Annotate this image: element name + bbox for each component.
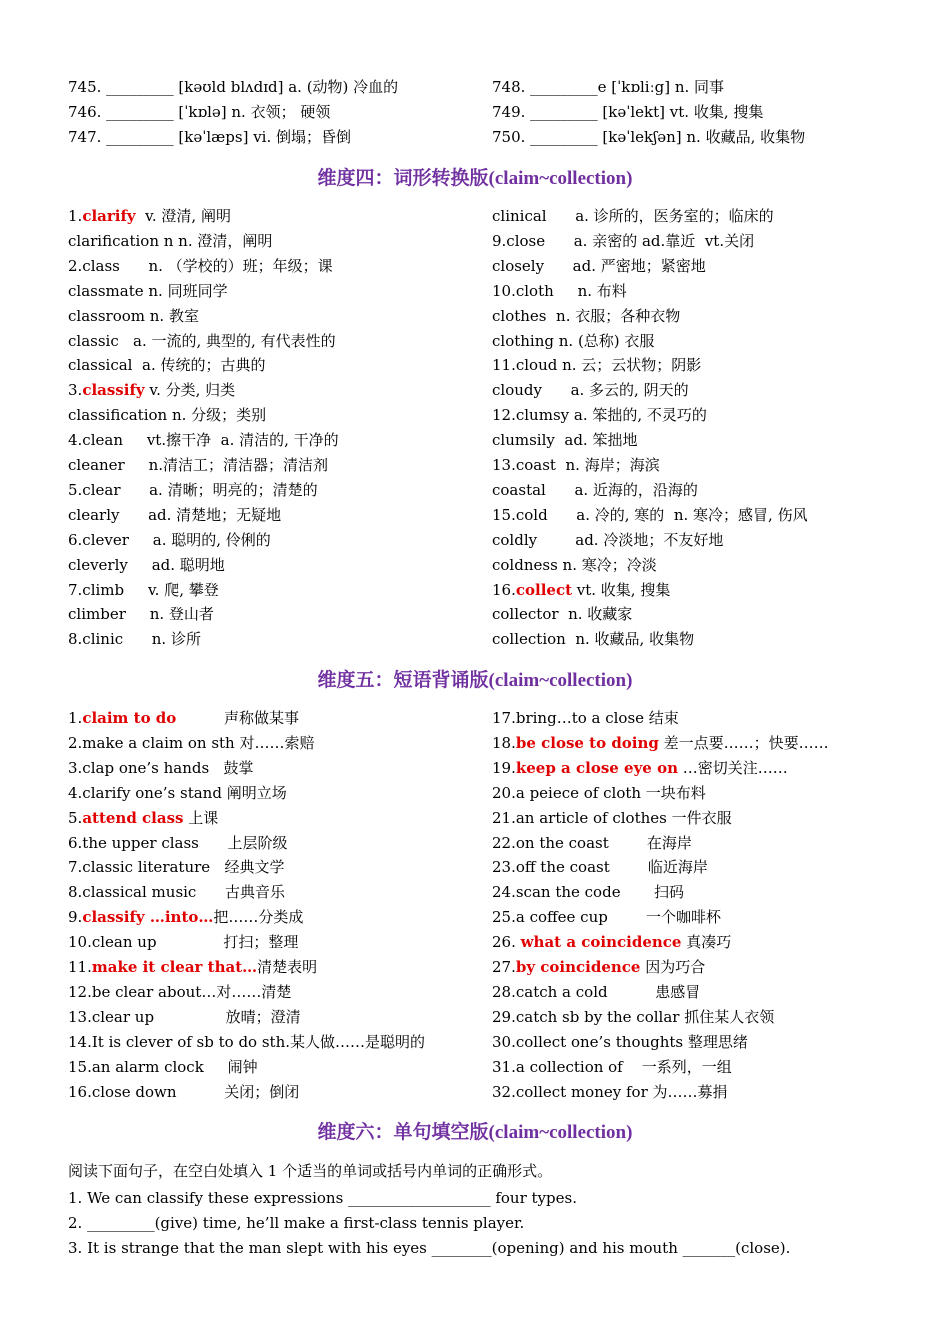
section4-right-item	[492, 207, 774, 225]
item-number: 1.	[68, 709, 83, 727]
highlighted-term: clarify	[82, 207, 136, 225]
item-text: 真凑巧	[681, 933, 732, 952]
item-text: 把……分类成	[213, 908, 304, 927]
item-text: 10.clean up 打扫；整理	[68, 933, 299, 952]
item-text: cleverly ad. 聪明地	[68, 555, 225, 574]
item-number: 5.	[68, 808, 83, 827]
section5-left-item	[68, 759, 254, 777]
section4-right-item	[492, 581, 670, 599]
item-text: clearly ad. 清楚地；无疑地	[68, 505, 282, 524]
item-text: closely ad. 严密地；紧密地	[492, 256, 706, 275]
highlighted-term: make it clear that…	[91, 958, 258, 976]
vocab-row	[0, 78, 950, 103]
item-text: 32.collect money for 为……募捐	[492, 1082, 728, 1101]
item-text: 差一点要……；快要……	[658, 733, 829, 752]
section4-title: 维度四：词形转换版(claim~collection)	[317, 168, 633, 189]
item-text: classic a. 一流的, 典型的, 有代表性的	[68, 331, 336, 350]
item-text: 17.bring…to a close 结束	[492, 709, 679, 727]
item-number: 26.	[492, 933, 521, 952]
item-number: 16.	[492, 580, 516, 599]
section4-left-item	[68, 232, 272, 250]
section4-left-item	[68, 456, 328, 474]
section6-instruction: 阅读下面句子，在空白处填入 1 个适当的单词或括号内单词的正确形式。	[68, 1162, 553, 1180]
section5-left-item	[68, 883, 285, 901]
section5-right-item	[492, 709, 679, 727]
section5-left-item	[68, 784, 287, 802]
section4-left-item	[68, 282, 228, 300]
item-number: 27.	[492, 958, 516, 976]
section4-right-item	[492, 556, 657, 574]
item-text: 12.be clear about…对……清楚	[68, 982, 292, 1001]
vocab-row	[0, 128, 950, 153]
section5-title: 维度五：短语背诵版(claim~collection)	[317, 670, 633, 691]
section5-left-item	[68, 1008, 301, 1026]
item-text: 16.close down 关闭；倒闭	[68, 1082, 300, 1101]
item-text: 2.class n. （学校的）班；年级；课	[68, 256, 333, 275]
item-text: clinical a. 诊所的，医务室的；临床的	[492, 207, 774, 225]
section4-right-item	[492, 506, 808, 524]
vocab-item: 747. _________ [kəˈlæps] vi. 倒塌；昏倒	[68, 128, 352, 146]
vocab-item: 749. _________ [kəˈlekt] vt. 收集, 搜集	[492, 103, 764, 121]
highlighted-term: claim to do	[82, 709, 177, 727]
highlighted-term: what a coincidence	[520, 933, 682, 952]
item-text: clothes n. 衣服；各种衣物	[492, 306, 681, 325]
item-text: cloudy a. 多云的, 阴天的	[492, 381, 689, 400]
section4-right-item	[492, 531, 723, 549]
vocab-item: 745. _________ [kəʊld blʌdɪd] a. (动物) 冷血的	[68, 78, 399, 96]
item-text: classification n. 分级；类别	[68, 406, 267, 425]
highlighted-term: keep a close eye on	[515, 758, 678, 777]
item-text: 11.cloud n. 云；云状物；阴影	[492, 356, 702, 375]
section5-left-item	[68, 1033, 425, 1051]
section5-left-item	[68, 1058, 258, 1076]
section4-left-item	[68, 605, 214, 623]
item-text: 13.coast n. 海岸；海滨	[492, 456, 660, 474]
section4-left-item	[68, 257, 333, 275]
highlighted-term: be close to doing	[515, 733, 659, 752]
section4-left-item	[68, 406, 266, 424]
section5-right-item	[492, 883, 684, 901]
section5-left-item	[68, 983, 291, 1001]
highlighted-term: classify	[82, 381, 145, 400]
section5-right-item	[492, 1033, 748, 1051]
vocab-row	[0, 103, 950, 128]
section4-right-item	[492, 381, 689, 399]
item-text: coldness n. 寒冷；冷淡	[492, 555, 657, 574]
item-text: 24.scan the code 扫码	[492, 883, 684, 902]
section4-right-item	[492, 456, 660, 474]
section4-right-item	[492, 332, 654, 350]
section4-left-item	[68, 630, 201, 648]
item-text: 9.close a. 亲密的 ad.靠近 vt.关闭	[492, 231, 755, 250]
item-text: 10.cloth n. 布料	[492, 281, 627, 300]
section5-left-item	[68, 834, 287, 852]
item-text: 15.an alarm clock 闹钟	[68, 1057, 258, 1076]
item-text: 25.a coffee cup 一个咖啡杯	[492, 908, 721, 927]
item-text: coldly ad. 冷淡地；不友好地	[492, 530, 724, 549]
item-text: 8.clinic n. 诊所	[68, 630, 201, 649]
item-text: 因为巧合	[640, 958, 706, 976]
item-text: clarification n n. 澄清，阐明	[68, 231, 273, 250]
section4-left-item	[68, 381, 235, 399]
section4-right-item	[492, 605, 632, 623]
section4-right-item	[492, 257, 706, 275]
item-text: 22.on the coast 在海岸	[492, 833, 692, 852]
vocab-item: 750. _________ [kəˈlekʃən] n. 收藏品, 收集物	[492, 128, 806, 146]
section4-left-item	[68, 332, 336, 350]
section5-left-item	[68, 734, 314, 752]
item-number: 19.	[492, 758, 516, 777]
item-number: 18.	[492, 733, 516, 752]
item-number: 9.	[68, 908, 83, 927]
section4-left-item	[68, 556, 225, 574]
section4-left-item	[68, 531, 271, 549]
section5-right-item	[492, 759, 788, 777]
item-text: vt. 收集, 搜集	[572, 580, 671, 599]
item-text: classroom n. 教室	[68, 306, 199, 325]
item-text: 3.clap one’s hands 鼓掌	[68, 758, 254, 777]
highlighted-term: by coincidence	[515, 958, 641, 976]
section4-right-item	[492, 431, 637, 449]
item-text: v. 澄清, 阐明	[135, 207, 231, 225]
section5-right-item	[492, 958, 705, 976]
item-text: 7.classic literature 经典文学	[68, 858, 285, 877]
section4-right-item	[492, 481, 698, 499]
item-text: 7.climb v. 爬, 攀登	[68, 580, 219, 599]
section4-left-item	[68, 431, 339, 449]
section5-left-item	[68, 709, 299, 727]
item-text: 30.collect one’s thoughts 整理思绪	[492, 1032, 748, 1051]
highlighted-term: attend class	[82, 808, 184, 827]
item-text: collector n. 收藏家	[492, 605, 633, 624]
section5-left-item	[68, 908, 303, 926]
section5-right-item	[492, 983, 700, 1001]
section5-left-item	[68, 933, 298, 951]
item-text: 15.cold a. 冷的, 寒的 n. 寒冷；感冒, 伤风	[492, 505, 808, 524]
item-text: v. 分类, 归类	[144, 381, 236, 400]
vocab-item: 748. _________e [ˈkɒliːg] n. 同事	[492, 78, 725, 96]
item-text: climber n. 登山者	[68, 605, 214, 624]
section5-right-item	[492, 908, 721, 926]
section5-right-item	[492, 858, 708, 876]
section5-right-item	[492, 734, 829, 752]
section4-left-item	[68, 356, 266, 374]
item-text: 6.the upper class 上层阶级	[68, 833, 288, 852]
section5-left-item	[68, 858, 284, 876]
item-text: classical a. 传统的；古典的	[68, 356, 266, 375]
item-text: 21.an article of clothes 一件衣服	[492, 808, 732, 827]
item-text: 14.It is clever of sb to do sth.某人做……是聪明的	[68, 1032, 426, 1051]
item-number: 11.	[68, 958, 92, 976]
item-text: 31.a collection of 一系列，一组	[492, 1057, 732, 1076]
item-text: 声称做某事	[176, 709, 299, 727]
highlighted-term: collect	[515, 580, 572, 599]
highlighted-term: classify …into…	[82, 908, 214, 927]
item-text: 4.clarify one’s stand 阐明立场	[68, 783, 287, 802]
item-text: collection n. 收藏品, 收集物	[492, 630, 695, 649]
item-text: 清楚表明	[257, 958, 318, 976]
sentence-2: 2. _________(give) time, he’ll make a first-class tennis player.	[68, 1214, 525, 1232]
section5-right-item	[492, 809, 732, 827]
item-text: 2.make a claim on sth 对……索赔	[68, 733, 315, 752]
vocab-item: 746. _________ [ˈkɒlə] n. 衣领； 硬领	[68, 103, 331, 121]
section5-right-item	[492, 784, 706, 802]
item-text: …密切关注……	[677, 758, 788, 777]
item-text: clumsily ad. 笨拙地	[492, 431, 638, 450]
section5-left-item	[68, 958, 317, 976]
item-text: 20.a peiece of cloth 一块布料	[492, 783, 706, 802]
item-text: 12.clumsy a. 笨拙的, 不灵巧的	[492, 406, 707, 425]
sentence-3: 3. It is strange that the man slept with his eyes ________(opening) and his mouth _______(close).	[68, 1239, 791, 1257]
item-text: 23.off the coast 临近海岸	[492, 858, 708, 877]
item-text: coastal a. 近海的，沿海的	[492, 480, 698, 499]
item-text: 13.clear up 放晴；澄清	[68, 1007, 301, 1026]
section5-right-item	[492, 834, 692, 852]
item-number: 3.	[68, 381, 83, 400]
section4-right-item	[492, 406, 707, 424]
sentence-1: 1. We can classify these expressions ___________________ four types.	[68, 1189, 577, 1207]
section4-right-item	[492, 307, 680, 325]
item-text: 28.catch a cold 患感冒	[492, 982, 701, 1001]
item-text: classmate n. 同班同学	[68, 281, 228, 300]
section4-right-item	[492, 282, 627, 300]
item-text: 5.clear a. 清晰；明亮的；清楚的	[68, 480, 318, 499]
section5-left-item	[68, 1083, 299, 1101]
section5-right-item	[492, 933, 731, 951]
item-number: 1.	[68, 207, 83, 225]
section4-left-item	[68, 581, 219, 599]
section5-right-item	[492, 1008, 774, 1026]
item-text: clothing n. (总称) 衣服	[492, 331, 655, 350]
item-text: 4.clean vt.擦干净 a. 清洁的, 干净的	[68, 431, 339, 450]
section5-right-item	[492, 1058, 732, 1076]
section4-left-item	[68, 207, 231, 225]
section4-right-item	[492, 232, 754, 250]
item-text: 29.catch sb by the collar 抓住某人衣领	[492, 1007, 775, 1026]
item-text: 上课	[183, 808, 219, 827]
section6-title: 维度六：单句填空版(claim~collection)	[317, 1122, 633, 1143]
item-text: 8.classical music 古典音乐	[68, 883, 285, 902]
section4-left-item	[68, 307, 199, 325]
section5-left-item	[68, 809, 218, 827]
item-text: cleaner n.清洁工；清洁器；清洁剂	[68, 456, 328, 474]
section4-left-item	[68, 481, 318, 499]
section5-right-item	[492, 1083, 728, 1101]
section4-right-item	[492, 630, 694, 648]
section4-right-item	[492, 356, 701, 374]
item-text: 6.clever a. 聪明的, 伶俐的	[68, 530, 271, 549]
section4-left-item	[68, 506, 281, 524]
